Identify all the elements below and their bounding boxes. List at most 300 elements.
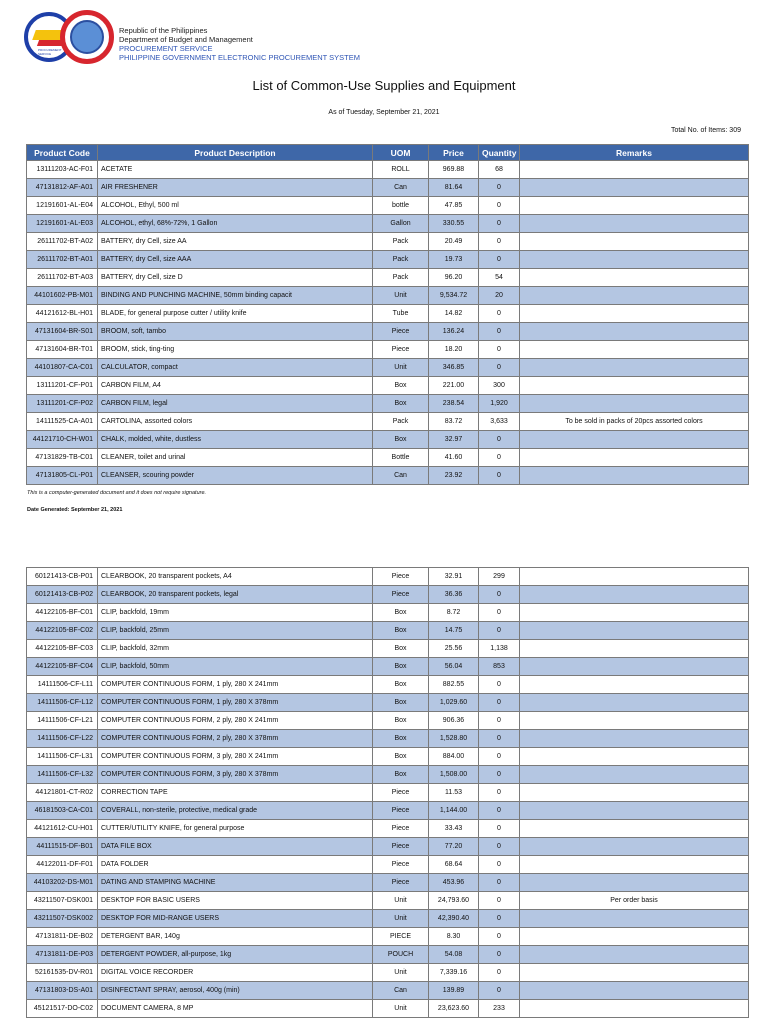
col-product-description: Product Description [98, 145, 373, 161]
cell-description: BATTERY, dry Cell, size AAA [98, 251, 373, 269]
cell-remarks [520, 179, 749, 197]
cell-quantity: 0 [479, 449, 520, 467]
cell-quantity: 233 [479, 1000, 520, 1018]
table-row [27, 658, 749, 676]
cell-price: 14.82 [429, 305, 479, 323]
cell-price: 54.08 [429, 946, 479, 964]
cell-price: 33.43 [429, 820, 479, 838]
cell-product-code: 14111506-CF-L32 [27, 766, 98, 784]
cell-product-code: 44122105-BF-C01 [27, 604, 98, 622]
table-row [27, 197, 749, 215]
cell-product-code: 47131829-TB-C01 [27, 449, 98, 467]
cell-uom: Piece [373, 838, 429, 856]
cell-price: 8.72 [429, 604, 479, 622]
table-row [27, 784, 749, 802]
total-items: Total No. of Items: 309 [670, 127, 741, 134]
cell-price: 19.73 [429, 251, 479, 269]
cell-uom: Box [373, 676, 429, 694]
cell-uom: POUCH [373, 946, 429, 964]
cell-description: DISINFECTANT SPRAY, aerosol, 400g (min) [98, 982, 373, 1000]
cell-quantity: 0 [479, 910, 520, 928]
cell-description: COMPUTER CONTINUOUS FORM, 1 ply, 280 X 378mm [98, 694, 373, 712]
table-row [27, 892, 749, 910]
cell-product-code: 46181503-CA-C01 [27, 802, 98, 820]
cell-remarks [520, 982, 749, 1000]
table-row [27, 233, 749, 251]
cell-uom: Box [373, 622, 429, 640]
table-row [27, 694, 749, 712]
cell-quantity: 0 [479, 431, 520, 449]
cell-price: 1,528.80 [429, 730, 479, 748]
cell-product-code: 43211507-DSK002 [27, 910, 98, 928]
table-row [27, 395, 749, 413]
table-row [27, 179, 749, 197]
cell-quantity: 3,633 [479, 413, 520, 431]
table-row [27, 622, 749, 640]
cell-product-code: 14111506-CF-L12 [27, 694, 98, 712]
logos [24, 10, 114, 64]
cell-product-code: 52161535-DV-R01 [27, 964, 98, 982]
cell-description: BLADE, for general purpose cutter / utility knife [98, 305, 373, 323]
cell-uom: PIECE [373, 928, 429, 946]
cell-product-code: 44121612-CU-H01 [27, 820, 98, 838]
cell-uom: Pack [373, 233, 429, 251]
cell-quantity: 0 [479, 676, 520, 694]
cell-quantity: 0 [479, 586, 520, 604]
cell-product-code: 44121612-BL-H01 [27, 305, 98, 323]
cell-description: DATING AND STAMPING MACHINE [98, 874, 373, 892]
table-row [27, 982, 749, 1000]
org-line-4: PHILIPPINE GOVERNMENT ELECTRONIC PROCUREMENT SYSTEM [119, 53, 361, 62]
cell-price: 453.96 [429, 874, 479, 892]
cell-remarks [520, 323, 749, 341]
cell-remarks [520, 395, 749, 413]
cell-quantity: 0 [479, 604, 520, 622]
cell-product-code: 47131812-AF-A01 [27, 179, 98, 197]
cell-product-code: 14111506-CF-L21 [27, 712, 98, 730]
table-row [27, 467, 749, 485]
cell-description: CLIP, backfold, 19mm [98, 604, 373, 622]
cell-quantity: 0 [479, 964, 520, 982]
cell-description: DIGITAL VOICE RECORDER [98, 964, 373, 982]
cell-uom: Box [373, 730, 429, 748]
cell-description: ALCOHOL, Ethyl, 500 ml [98, 197, 373, 215]
cell-product-code: 14111506-CF-L22 [27, 730, 98, 748]
cell-uom: Piece [373, 568, 429, 586]
cell-uom: Box [373, 431, 429, 449]
table-row [27, 586, 749, 604]
cell-price: 77.20 [429, 838, 479, 856]
org-line-1: Republic of the Philippines [119, 26, 208, 35]
table-row [27, 820, 749, 838]
cell-product-code: 26111702-BT-A03 [27, 269, 98, 287]
cell-remarks [520, 341, 749, 359]
cell-quantity: 54 [479, 269, 520, 287]
cell-price: 42,390.40 [429, 910, 479, 928]
table-row [27, 1000, 749, 1018]
cell-product-code: 14111506-CF-L11 [27, 676, 98, 694]
cell-product-code: 44121801-CT-R02 [27, 784, 98, 802]
cell-uom: Unit [373, 892, 429, 910]
cell-product-code: 60121413-CB-P01 [27, 568, 98, 586]
cell-product-code: 12191601-AL-E03 [27, 215, 98, 233]
cell-remarks [520, 946, 749, 964]
cell-uom: Can [373, 179, 429, 197]
cell-price: 221.00 [429, 377, 479, 395]
cell-description: CLEANSER, scouring powder [98, 467, 373, 485]
table-row [27, 946, 749, 964]
cell-remarks [520, 928, 749, 946]
cell-product-code: 44103202-DS-M01 [27, 874, 98, 892]
cell-uom: Pack [373, 251, 429, 269]
cell-product-code: 44122105-BF-C03 [27, 640, 98, 658]
cell-uom: Box [373, 640, 429, 658]
cell-description: CHALK, molded, white, dustless [98, 431, 373, 449]
cell-description: DATA FOLDER [98, 856, 373, 874]
cell-quantity: 0 [479, 766, 520, 784]
cell-quantity: 0 [479, 802, 520, 820]
table-row [27, 604, 749, 622]
cell-price: 1,508.00 [429, 766, 479, 784]
cell-uom: Gallon [373, 215, 429, 233]
supplies-table-page-1 [26, 144, 749, 485]
org-line-3: PROCUREMENT SERVICE [119, 44, 213, 53]
cell-product-code: 13111201-CF-P02 [27, 395, 98, 413]
table-row [27, 568, 749, 586]
cell-remarks [520, 658, 749, 676]
cell-description: BROOM, stick, ting-ting [98, 341, 373, 359]
cell-quantity: 0 [479, 341, 520, 359]
cell-remarks [520, 784, 749, 802]
cell-remarks [520, 712, 749, 730]
cell-price: 32.91 [429, 568, 479, 586]
cell-quantity: 0 [479, 197, 520, 215]
cell-price: 884.00 [429, 748, 479, 766]
cell-product-code: 44122105-BF-C04 [27, 658, 98, 676]
cell-product-code: 13111201-CF-P01 [27, 377, 98, 395]
cell-product-code: 60121413-CB-P02 [27, 586, 98, 604]
cell-description: COMPUTER CONTINUOUS FORM, 2 ply, 280 X 378mm [98, 730, 373, 748]
table-row [27, 766, 749, 784]
cell-product-code: 14111525-CA-A01 [27, 413, 98, 431]
cell-quantity: 0 [479, 305, 520, 323]
cell-remarks [520, 215, 749, 233]
cell-product-code: 47131604-BR-S01 [27, 323, 98, 341]
table-row [27, 377, 749, 395]
cell-remarks [520, 820, 749, 838]
cell-price: 20.49 [429, 233, 479, 251]
cell-description: CARTOLINA, assorted colors [98, 413, 373, 431]
cell-description: DATA FILE BOX [98, 838, 373, 856]
cell-quantity: 0 [479, 359, 520, 377]
table-row [27, 359, 749, 377]
cell-remarks [520, 910, 749, 928]
cell-price: 32.97 [429, 431, 479, 449]
cell-quantity: 68 [479, 161, 520, 179]
cell-remarks [520, 676, 749, 694]
cell-quantity: 0 [479, 694, 520, 712]
cell-remarks [520, 802, 749, 820]
cell-uom: Piece [373, 341, 429, 359]
cell-remarks [520, 838, 749, 856]
cell-product-code: 44122105-BF-C02 [27, 622, 98, 640]
table-row [27, 413, 749, 431]
table-row [27, 640, 749, 658]
cell-quantity: 0 [479, 820, 520, 838]
cell-description: COVERALL, non-sterile, protective, medical grade [98, 802, 373, 820]
cell-uom: Piece [373, 323, 429, 341]
cell-description: DESKTOP FOR MID-RANGE USERS [98, 910, 373, 928]
table-row [27, 431, 749, 449]
cell-price: 330.55 [429, 215, 479, 233]
cell-description: DETERGENT POWDER, all-purpose, 1kg [98, 946, 373, 964]
cell-product-code: 26111702-BT-A02 [27, 233, 98, 251]
philgeps-seal-logo [60, 10, 114, 64]
cell-remarks [520, 161, 749, 179]
cell-description: CLEANER, toilet and urinal [98, 449, 373, 467]
cell-price: 906.36 [429, 712, 479, 730]
cell-remarks [520, 269, 749, 287]
cell-remarks [520, 694, 749, 712]
cell-product-code: 47131811-DE-P03 [27, 946, 98, 964]
cell-description: ALCOHOL, ethyl, 68%-72%, 1 Gallon [98, 215, 373, 233]
cell-price: 24,793.60 [429, 892, 479, 910]
table-row [27, 748, 749, 766]
cell-uom: Piece [373, 874, 429, 892]
col-uom: UOM [373, 145, 429, 161]
cell-description: DESKTOP FOR BASIC USERS [98, 892, 373, 910]
cell-description: CLEARBOOK, 20 transparent pockets, legal [98, 586, 373, 604]
cell-remarks [520, 640, 749, 658]
cell-description: AIR FRESHENER [98, 179, 373, 197]
cell-description: CLEARBOOK, 20 transparent pockets, A4 [98, 568, 373, 586]
cell-description: CALCULATOR, compact [98, 359, 373, 377]
cell-description: DOCUMENT CAMERA, 8 MP [98, 1000, 373, 1018]
cell-uom: Box [373, 395, 429, 413]
as-of-date: As of Tuesday, September 21, 2021 [328, 109, 440, 116]
table-row [27, 928, 749, 946]
procurement-service-logo: PROCUREMENT SERVICE [24, 12, 74, 62]
table-row [27, 251, 749, 269]
cell-price: 81.64 [429, 179, 479, 197]
cell-price: 139.89 [429, 982, 479, 1000]
cell-product-code: 26111702-BT-A01 [27, 251, 98, 269]
cell-description: CLIP, backfold, 50mm [98, 658, 373, 676]
table-row [27, 323, 749, 341]
cell-description: COMPUTER CONTINUOUS FORM, 3 ply, 280 X 241mm [98, 748, 373, 766]
cell-product-code: 47131805-CL-P01 [27, 467, 98, 485]
cell-quantity: 0 [479, 233, 520, 251]
cell-quantity: 0 [479, 928, 520, 946]
table-row [27, 215, 749, 233]
signature-note: This is a computer-generated document and it does not require signature. [27, 490, 207, 496]
cell-remarks [520, 874, 749, 892]
cell-remarks [520, 586, 749, 604]
table-row [27, 964, 749, 982]
cell-quantity: 0 [479, 784, 520, 802]
cell-price: 47.85 [429, 197, 479, 215]
cell-remarks [520, 359, 749, 377]
table-row [27, 730, 749, 748]
cell-quantity: 0 [479, 874, 520, 892]
cell-price: 136.24 [429, 323, 479, 341]
page-title: List of Common-Use Supplies and Equipment [252, 78, 516, 93]
cell-quantity: 853 [479, 658, 520, 676]
col-remarks: Remarks [520, 145, 749, 161]
cell-uom: Pack [373, 269, 429, 287]
cell-uom: Piece [373, 586, 429, 604]
cell-price: 11.53 [429, 784, 479, 802]
cell-price: 96.20 [429, 269, 479, 287]
table-row [27, 287, 749, 305]
cell-remarks [520, 251, 749, 269]
cell-product-code: 44101602-PB-M01 [27, 287, 98, 305]
table-row [27, 856, 749, 874]
cell-price: 83.72 [429, 413, 479, 431]
cell-uom: Box [373, 766, 429, 784]
cell-uom: Unit [373, 359, 429, 377]
cell-price: 1,029.60 [429, 694, 479, 712]
table-row [27, 269, 749, 287]
cell-price: 25.56 [429, 640, 479, 658]
cell-quantity: 1,138 [479, 640, 520, 658]
cell-uom: Tube [373, 305, 429, 323]
table-row [27, 341, 749, 359]
cell-remarks [520, 449, 749, 467]
cell-price: 23,623.60 [429, 1000, 479, 1018]
cell-description: CARBON FILM, A4 [98, 377, 373, 395]
table-row [27, 449, 749, 467]
table-row [27, 676, 749, 694]
cell-product-code: 47131811-DE-B02 [27, 928, 98, 946]
cell-description: BROOM, soft, tambo [98, 323, 373, 341]
cell-description: CARBON FILM, legal [98, 395, 373, 413]
cell-description: BINDING AND PUNCHING MACHINE, 50mm binding capacit [98, 287, 373, 305]
cell-remarks [520, 233, 749, 251]
cell-quantity: 0 [479, 215, 520, 233]
cell-price: 18.20 [429, 341, 479, 359]
cell-uom: Pack [373, 413, 429, 431]
cell-remarks: Per order basis [520, 892, 749, 910]
cell-price: 238.54 [429, 395, 479, 413]
cell-quantity: 0 [479, 946, 520, 964]
cell-remarks [520, 568, 749, 586]
cell-description: CLIP, backfold, 32mm [98, 640, 373, 658]
cell-quantity: 299 [479, 568, 520, 586]
cell-description: COMPUTER CONTINUOUS FORM, 1 ply, 280 X 241mm [98, 676, 373, 694]
cell-remarks [520, 467, 749, 485]
cell-quantity: 0 [479, 323, 520, 341]
cell-quantity: 0 [479, 748, 520, 766]
cell-remarks [520, 766, 749, 784]
cell-quantity: 0 [479, 179, 520, 197]
cell-quantity: 0 [479, 467, 520, 485]
cell-price: 23.92 [429, 467, 479, 485]
cell-description: COMPUTER CONTINUOUS FORM, 3 ply, 280 X 378mm [98, 766, 373, 784]
cell-remarks [520, 1000, 749, 1018]
cell-remarks [520, 856, 749, 874]
cell-uom: Can [373, 982, 429, 1000]
cell-description: BATTERY, dry Cell, size AA [98, 233, 373, 251]
cell-uom: Box [373, 748, 429, 766]
cell-remarks [520, 622, 749, 640]
cell-product-code: 12191601-AL-E04 [27, 197, 98, 215]
cell-description: CUTTER/UTILITY KNIFE, for general purpose [98, 820, 373, 838]
cell-product-code: 47131604-BR-T01 [27, 341, 98, 359]
cell-product-code: 14111506-CF-L31 [27, 748, 98, 766]
cell-uom: Piece [373, 820, 429, 838]
cell-uom: Box [373, 658, 429, 676]
cell-price: 41.60 [429, 449, 479, 467]
cell-description: CLIP, backfold, 25mm [98, 622, 373, 640]
cell-quantity: 20 [479, 287, 520, 305]
table-row [27, 910, 749, 928]
cell-quantity: 0 [479, 892, 520, 910]
cell-product-code: 43211507-DSK001 [27, 892, 98, 910]
table-row [27, 802, 749, 820]
cell-price: 346.85 [429, 359, 479, 377]
cell-price: 969.88 [429, 161, 479, 179]
cell-uom: Unit [373, 287, 429, 305]
cell-remarks [520, 197, 749, 215]
date-generated: Date Generated: September 21, 2021 [27, 507, 123, 513]
cell-uom: Box [373, 604, 429, 622]
cell-product-code: 44111515-DF-B01 [27, 838, 98, 856]
col-price: Price [429, 145, 479, 161]
cell-price: 882.55 [429, 676, 479, 694]
cell-quantity: 0 [479, 251, 520, 269]
cell-quantity: 0 [479, 838, 520, 856]
cell-quantity: 0 [479, 856, 520, 874]
cell-product-code: 44122011-DF-F01 [27, 856, 98, 874]
cell-remarks [520, 305, 749, 323]
cell-price: 8.30 [429, 928, 479, 946]
cell-remarks [520, 604, 749, 622]
cell-remarks [520, 964, 749, 982]
table-row [27, 838, 749, 856]
cell-product-code: 13111203-AC-F01 [27, 161, 98, 179]
cell-description: COMPUTER CONTINUOUS FORM, 2 ply, 280 X 241mm [98, 712, 373, 730]
cell-remarks [520, 431, 749, 449]
col-product-code: Product Code [27, 145, 98, 161]
supplies-table-page-2 [26, 567, 749, 1018]
cell-price: 1,144.00 [429, 802, 479, 820]
cell-price: 36.36 [429, 586, 479, 604]
cell-description: ACETATE [98, 161, 373, 179]
col-quantity: Quantity [479, 145, 520, 161]
cell-quantity: 0 [479, 622, 520, 640]
cell-description: DETERGENT BAR, 140g [98, 928, 373, 946]
cell-uom: Box [373, 377, 429, 395]
cell-uom: Unit [373, 910, 429, 928]
cell-uom: Bottle [373, 449, 429, 467]
cell-uom: Piece [373, 784, 429, 802]
cell-quantity: 300 [479, 377, 520, 395]
cell-quantity: 0 [479, 712, 520, 730]
cell-uom: Piece [373, 856, 429, 874]
cell-remarks [520, 287, 749, 305]
cell-price: 68.64 [429, 856, 479, 874]
cell-description: BATTERY, dry Cell, size D [98, 269, 373, 287]
table-row [27, 712, 749, 730]
table-row [27, 305, 749, 323]
cell-uom: Unit [373, 964, 429, 982]
cell-price: 7,339.16 [429, 964, 479, 982]
org-line-2: Department of Budget and Management [119, 35, 253, 44]
cell-quantity: 0 [479, 730, 520, 748]
cell-uom: Piece [373, 802, 429, 820]
cell-price: 9,534.72 [429, 287, 479, 305]
